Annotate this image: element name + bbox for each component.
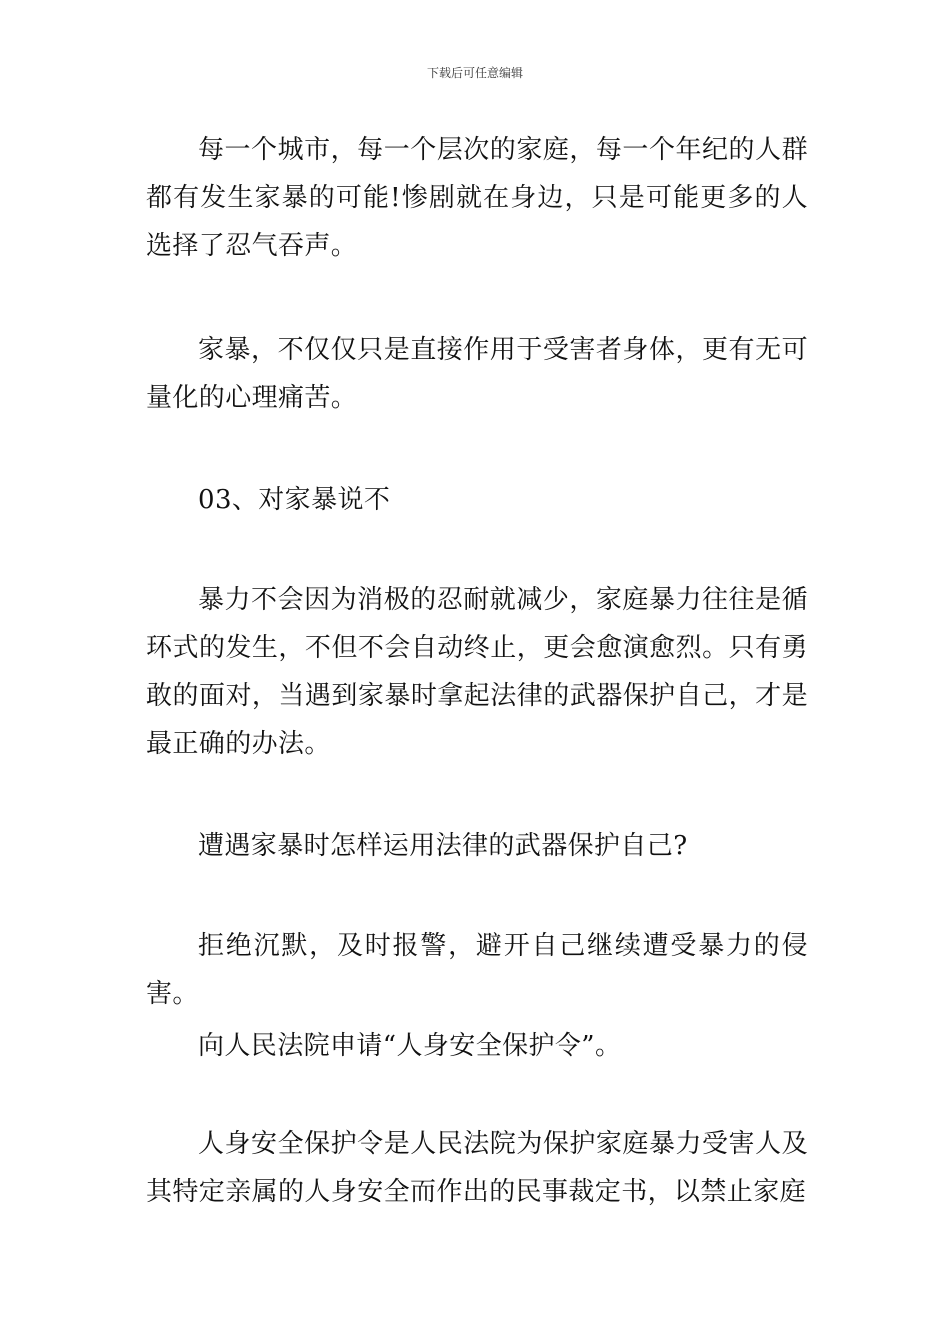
section-heading: 03、对家暴说不	[198, 485, 391, 515]
paragraph-7: 人身安全保护令是人民法院为保护家庭暴力受害人及其特定亲属的人身安全而作出的民事裁定书，以禁止家庭	[146, 1129, 808, 1207]
paragraph-5: 拒绝沉默，及时报警，避开自己继续遭受暴力的侵害。	[146, 931, 808, 1009]
paragraph-1: 每一个城市，每一个层次的家庭，每一个年纪的人群都有发生家暴的可能!惨剧就在身边，只是可能更多的人选择了忍气吞声。	[146, 135, 808, 261]
page-header-note: 下载后可任意编辑	[426, 66, 523, 80]
paragraph-4: 遭遇家暴时怎样运用法律的武器保护自己?	[198, 831, 688, 861]
paragraph-2: 家暴，不仅仅只是直接作用于受害者身体，更有无可量化的心理痛苦。	[146, 335, 808, 413]
paragraph-3: 暴力不会因为消极的忍耐就减少，家庭暴力往往是循环式的发生，不但不会自动终止，更会愈演愈烈。只有勇敢的面对，当遇到家暴时拿起法律的武器保护自己，才是最正确的办法。	[146, 585, 808, 759]
paragraph-6: 向人民法院申请“人身安全保护令”。	[198, 1031, 622, 1061]
